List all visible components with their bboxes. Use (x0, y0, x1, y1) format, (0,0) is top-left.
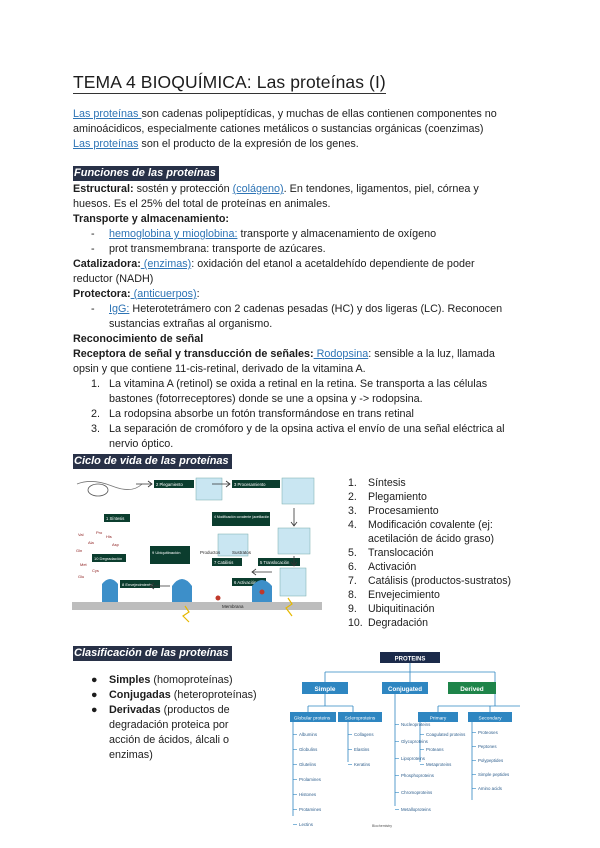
step-label-6: 6 Activación (234, 580, 257, 585)
step-line: Plegamiento (368, 491, 427, 503)
step-line: Modificación covalente (ej: (368, 519, 493, 531)
tree-leaf-label: Collagens (354, 732, 374, 737)
step-number: 9. (348, 603, 357, 615)
derivadas-line: acción de ácidos, álcali o (109, 734, 230, 746)
tree-globular-label: Globular proteins (293, 716, 331, 722)
tree-primary-label: Primary (429, 716, 447, 722)
estructural-text: sostén y protección (133, 183, 233, 195)
clasif-item-simples (109, 673, 233, 688)
tree-simple-label: Simple (314, 686, 336, 693)
derivadas-line: enzimas) (109, 749, 153, 761)
step-label-5: 5 Translocación (260, 560, 290, 565)
funcion-receptora (73, 347, 543, 362)
protein-classification-tree (290, 650, 530, 830)
ligand-dot (216, 596, 221, 601)
tree-leaf-label: Peptones (478, 744, 497, 749)
clasif-item-derivadas (109, 703, 230, 718)
folded-protein (196, 478, 222, 500)
list-item-transmembrana: prot transmembrana: transporte de azúcares. (109, 243, 326, 255)
step-label-1: 1 Síntesis (106, 516, 125, 521)
tree-leaves (293, 722, 510, 827)
igg-text: Heterotetrámero con 2 cadenas pesadas (HC) y dos ligeras (LC). Reconocen (129, 303, 503, 315)
svg-text:Gln: Gln (76, 548, 83, 553)
step-line: Translocación (368, 547, 434, 559)
modified-protein (278, 528, 310, 554)
catalizadora-text: : oxidación del etanol a acetaldehído dependiente de poder (191, 258, 475, 270)
section-heading-funciones: Funciones de las proteínas (73, 166, 219, 181)
step-label-2: 2 Plegamiento (156, 482, 183, 487)
igg-line-2: sustancias extrañas al organismo. (109, 318, 273, 330)
step-line: La rodopsina absorbe un fotón transformándose en trans retinal (109, 408, 414, 420)
step-number: 2. (91, 408, 101, 420)
reconocimiento-text: Reconocimiento de señal (73, 333, 204, 345)
tree-leaf-label: Keratins (354, 762, 371, 767)
tree-leaf-label: Metaproteins (426, 762, 452, 767)
ligand-dot (260, 590, 265, 595)
tree-leaf-label: Polypeptides (478, 758, 504, 763)
bullet-icon: ● (91, 704, 98, 716)
step-line: Envejecimiento (368, 589, 440, 601)
tree-root-label: PROTEINS (394, 656, 426, 663)
transporte-label (73, 212, 543, 227)
svg-text:Val: Val (78, 532, 84, 537)
clasif-item-conjugadas (109, 688, 257, 703)
svg-text:Pro: Pro (96, 530, 103, 535)
step-box-9 (150, 546, 190, 564)
step-label-8: 8 Envejecimiento (122, 582, 153, 587)
section-heading-clasificacion: Clasificación de las proteínas (73, 646, 232, 661)
tree-secondary-label: Secondary (478, 716, 502, 722)
tree-leaf-label: Elastins (354, 747, 370, 752)
tree-leaf-label: Glutelins (299, 762, 317, 767)
step-label-7: 7 Catálisis (214, 560, 234, 565)
svg-text:Asp: Asp (112, 542, 119, 547)
transporte-label-text: Transporte y almacenamiento: (73, 213, 230, 225)
tree-leaf-label: Amino acids (478, 786, 502, 791)
sustratos-label: Sustratos (232, 550, 252, 555)
step-line: acetilación de ácido graso) (368, 533, 495, 545)
protectora-colon: : (196, 288, 200, 300)
tree-leaf-label: Lectins (299, 822, 313, 827)
clasif-label: Simples (109, 674, 151, 686)
list-marker: - (91, 303, 95, 315)
step-number: 1. (348, 477, 357, 489)
protectora-label: Protectora: (73, 288, 131, 300)
tree-caption: Biochemistry (372, 824, 393, 828)
step-label-10: 10 Degradación (94, 556, 123, 561)
step-line: Degradación (368, 617, 429, 629)
step-label-4: 4 Modificación covalente (acetilación de ácido graso) (214, 515, 294, 519)
section-heading-ciclo: Ciclo de vida de las proteínas (73, 454, 232, 469)
tree-leaf-label: Prolamines (299, 777, 321, 782)
tree-leaf-label: Chromoproteins (401, 790, 433, 795)
list-marker: - (91, 243, 95, 255)
step-number: 3. (348, 505, 357, 517)
clasif-text: (productos de (160, 704, 230, 716)
step-line: Síntesis (368, 477, 406, 489)
step-label-3: 3 Procesamiento (234, 482, 266, 487)
tree-leaf-label: Histones (299, 792, 317, 797)
mrna-strand (77, 481, 142, 489)
link-rodopsina[interactable]: Rodopsina (313, 348, 369, 360)
funcion-catalizadora (73, 257, 543, 272)
step-number: 3. (91, 423, 101, 435)
productos-label: Productos (200, 550, 221, 555)
link-igg[interactable]: IgG: (109, 303, 130, 315)
tree-leaf-label: Simple peptides (478, 772, 510, 777)
tree-leaf-label: Albumins (299, 732, 318, 737)
step-number: 8. (348, 589, 357, 601)
derivadas-line: degradación proteica por (109, 719, 229, 731)
hemoglobina-text: transporte y almacenamiento de oxígeno (237, 228, 437, 240)
tree-leaf-label: Globulins (299, 747, 318, 752)
page-title: TEMA 4 BIOQUÍMICA: Las proteínas (I) (73, 72, 386, 92)
tree-leaf-label: Lipoproteins (401, 756, 425, 761)
list-marker: - (91, 228, 95, 240)
step-number: 7. (348, 575, 357, 587)
svg-text:His: His (106, 534, 112, 539)
funcion-estructural (73, 182, 543, 197)
step-label-9: 9 Ubiquitinación (152, 550, 181, 555)
step-number: 4. (348, 519, 357, 531)
bullet-icon: ● (91, 689, 98, 701)
arrow-icon (252, 569, 272, 575)
tree-leaf-label: Metalloproteins (401, 807, 431, 812)
membrane-band (72, 602, 322, 610)
arrow-icon (136, 481, 152, 487)
translocated-protein (280, 568, 306, 596)
tree-conjugated-label: Conjugated (387, 686, 423, 693)
funcion-protectora (73, 287, 543, 302)
step-line: Catálisis (productos-sustratos) (368, 575, 512, 587)
membrane-protein-2 (172, 579, 192, 602)
receptora-line-2: opsin y que contiene 11-cis-retinal, derivado de la vitamina A. (73, 363, 366, 375)
list-item-igg (109, 302, 502, 317)
tree-leaf-label: Nucleoproteins (401, 722, 431, 727)
membrane-label: Membrana (222, 604, 244, 609)
receptora-label: Receptora de señal y transducción de señales: (73, 348, 314, 360)
step-line: Procesamiento (368, 505, 439, 517)
svg-text:Cys: Cys (92, 568, 99, 573)
ribosome-shape (88, 484, 108, 496)
clasif-text: (homoproteínas) (150, 674, 233, 686)
svg-text:Met: Met (80, 562, 87, 567)
reconocimiento-label (73, 332, 543, 347)
tree-leaf-label: Phosphoproteins (401, 773, 434, 778)
tree-derived-label: Derived (460, 686, 484, 693)
tree-leaf-label: Protamines (299, 807, 322, 812)
step-line: Ubiquitinación (368, 603, 435, 615)
processed-protein (282, 478, 314, 504)
tree-leaf-label: Proteoses (478, 730, 498, 735)
list-item-hemoglobina (109, 227, 436, 242)
estructural-line-2: huesos. Es el 25% del total de proteínas en animales. (73, 198, 331, 210)
step-line: bastones (fotorreceptores) donde se une a opsina y -> rodopsina. (109, 393, 423, 405)
clasif-label: Derivadas (109, 704, 161, 716)
intro-line-3 (73, 137, 543, 152)
estructural-text-2: . En tendones, ligamentos, piel, córnea y (283, 183, 479, 195)
link-colageno[interactable]: (colágeno) (232, 183, 284, 195)
intro-text-3: son el producto de la expresión de los genes. (138, 138, 359, 150)
step-line: La vitamina A (retinol) se oxida a retinal en la retina. Se transporta a las células (109, 378, 488, 390)
tree-sclero-label: Scleroproteins (344, 716, 376, 722)
protein-lifecycle-diagram (72, 474, 322, 624)
membrane-protein-1 (102, 579, 118, 602)
step-number: 10. (348, 617, 363, 629)
svg-text:Glu: Glu (78, 574, 85, 579)
tree-leaf-label: Proteans (426, 747, 444, 752)
catalizadora-line-2: reductor (NADH) (73, 273, 154, 285)
bullet-icon: ● (91, 674, 98, 686)
clasif-label: Conjugadas (109, 689, 171, 701)
link-proteinas[interactable]: Las proteínas (73, 108, 142, 120)
step-number: 2. (348, 491, 357, 503)
step-number: 1. (91, 378, 101, 390)
tree-leaf-label: Coagulated proteins (426, 732, 466, 737)
step-number: 6. (348, 561, 357, 573)
svg-text:Ala: Ala (88, 540, 94, 545)
link-hemoglobina[interactable]: hemoglobina y mioglobina: (109, 228, 238, 240)
link-proteinas-2[interactable]: Las proteínas (73, 138, 139, 150)
step-line: La separación de cromóforo y de la opsina activa el envío de una señal eléctrica al (109, 423, 505, 435)
estructural-label: Estructural: (73, 183, 134, 195)
catalizadora-label: Catalizadora: (73, 258, 141, 270)
intro-line-1 (73, 107, 543, 122)
link-anticuerpos[interactable]: (anticuerpos) (130, 288, 197, 300)
clasif-text: (heteroproteínas) (170, 689, 257, 701)
link-enzimas[interactable]: (enzimas) (140, 258, 192, 270)
intro-text-1: son cadenas polipeptídicas, y muchas de ellas contienen componentes no (141, 108, 497, 120)
intro-line-2: aminoácidicos, especialmente cationes metálicos o sustancias orgánicas (coenzimas) (73, 123, 484, 135)
tree-leaf-label: Glycoproteins (401, 739, 428, 744)
step-number: 5. (348, 547, 357, 559)
step-line: Activación (368, 561, 417, 573)
step-line: nervio óptico. (109, 438, 174, 450)
receptora-text: : sensible a la luz, llamada (368, 348, 495, 360)
